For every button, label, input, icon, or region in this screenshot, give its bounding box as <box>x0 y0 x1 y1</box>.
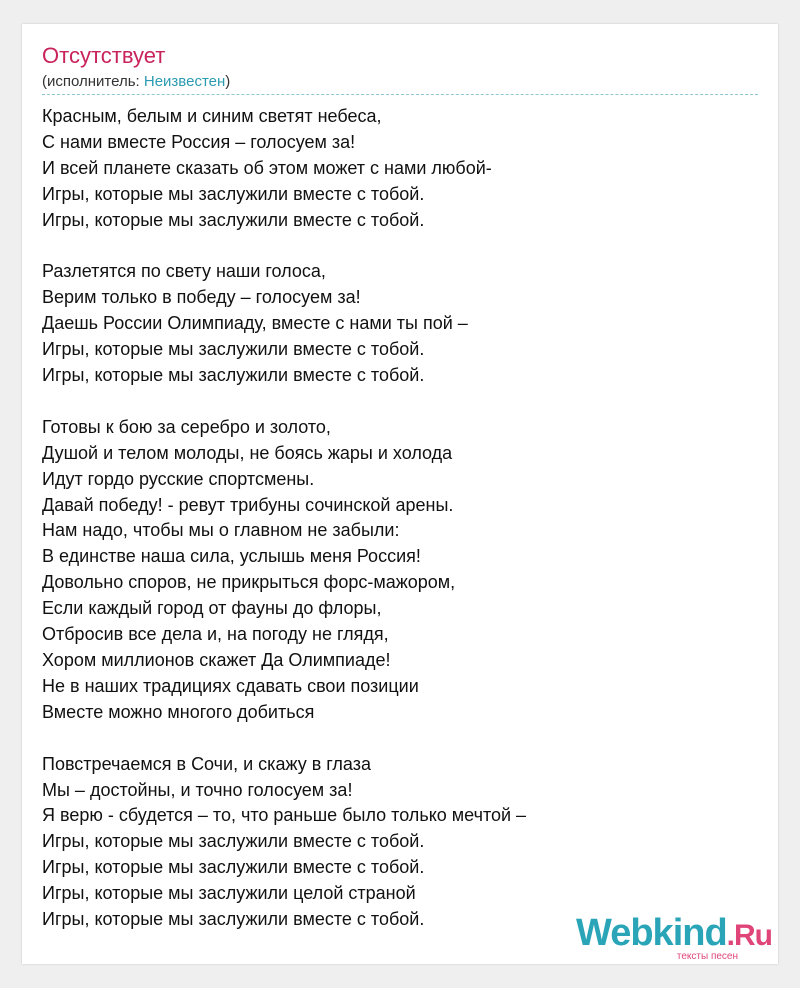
stanza-3 <box>42 415 758 726</box>
lyric-line: Игры, которые мы заслужили вместе с тобой. <box>42 909 425 930</box>
lyric-line: Игры, которые мы заслужили целой страной <box>42 883 416 904</box>
artist-prefix: (исполнитель: <box>42 73 144 90</box>
song-meta <box>42 72 230 92</box>
lyric-line: Довольно споров, не прикрыться форс-мажором, <box>42 572 456 593</box>
lyric-line: Если каждый город от фауны до флоры, <box>42 598 382 619</box>
lyric-line: Красным, белым и синим светят небеса, <box>42 106 382 126</box>
stanza-4 <box>42 752 758 933</box>
lyric-line: С нами вместе Россия – голосуем за! <box>42 131 356 152</box>
lyric-line: Хором миллионов скажет Да Олимпиаде! <box>42 650 391 670</box>
artist-link[interactable]: Неизвестен <box>143 73 226 90</box>
lyric-line: Идут гордо русские спортсмены. <box>42 468 315 489</box>
lyric-line: Верим только в победу – голосуем за! <box>42 287 361 308</box>
logo-tagline: тексты песен <box>676 951 738 962</box>
lyric-line: Игры, которые мы заслужили вместе с тобой. <box>42 339 425 360</box>
header-divider <box>42 94 758 95</box>
lyric-line: И всей планете сказать об этом может с нами любой- <box>42 157 492 178</box>
lyric-line: Игры, которые мы заслужили вместе с тобой. <box>42 365 425 386</box>
song-title: Отсутствует <box>42 43 166 68</box>
lyric-line: Вместе можно многого добиться <box>42 701 315 722</box>
lyric-line: Повстречаемся в Сочи, и скажу в глаза <box>42 753 372 774</box>
logo-name: Webkind <box>576 912 727 954</box>
lyric-line: Отбросив все дела и, на погоду не глядя, <box>42 624 389 645</box>
lyric-line: Не в наших традициях сдавать свои позиции <box>42 675 419 696</box>
lyric-line: В единстве наша сила, услышь меня Россия! <box>42 546 421 567</box>
lyric-line: Душой и телом молоды, не боясь жары и холода <box>42 442 453 463</box>
lyric-line: Даешь России Олимпиаду, вместе с нами ты пой – <box>42 313 468 334</box>
lyric-line: Игры, которые мы заслужили вместе с тобой. <box>42 857 425 878</box>
stanza-2 <box>42 259 758 389</box>
logo-wordmark <box>576 913 772 956</box>
lyric-line: Игры, которые мы заслужили вместе с тобой. <box>42 209 425 230</box>
lyric-line: Игры, которые мы заслужили вместе с тобой. <box>42 183 425 204</box>
webkind-logo[interactable] <box>576 913 772 962</box>
stanza-1 <box>42 104 758 234</box>
lyric-line: Разлетятся по свету наши голоса, <box>42 261 326 282</box>
lyric-line: Давай победу! - ревут трибуны сочинской арены. <box>42 494 454 515</box>
logo-tld: .Ru <box>726 919 772 952</box>
lyrics-text <box>42 104 758 959</box>
lyric-line: Я верю - сбудется – то, что раньше было только мечтой – <box>42 805 527 826</box>
lyric-line: Игры, которые мы заслужили вместе с тобой. <box>42 831 425 852</box>
lyrics-page <box>22 24 778 964</box>
artist-suffix: ) <box>225 73 231 90</box>
lyric-line: Нам надо, чтобы мы о главном не забыли: <box>42 520 400 541</box>
lyric-line: Мы – достойны, и точно голосуем за! <box>42 779 353 800</box>
lyric-line: Готовы к бою за серебро и золото, <box>42 416 331 437</box>
